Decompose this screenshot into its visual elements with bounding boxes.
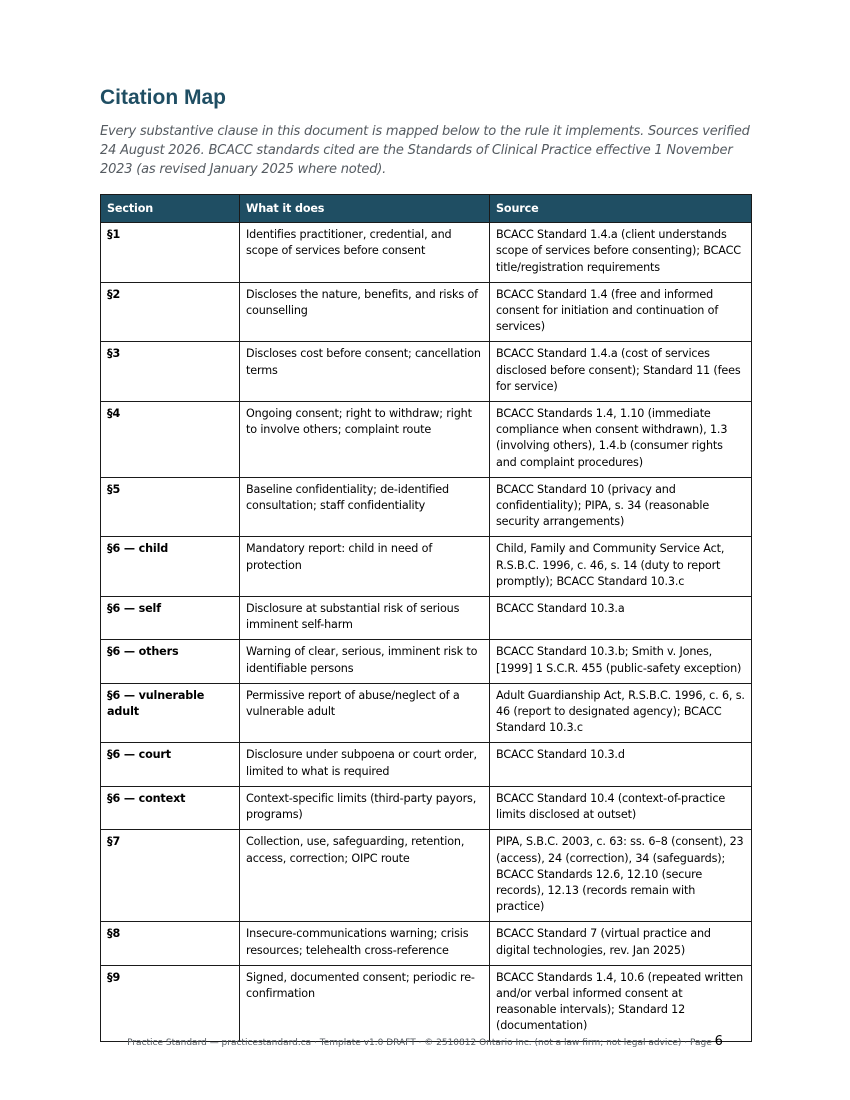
row-does: Ongoing consent; right to withdraw; right to involve others; complaint route [240, 402, 490, 478]
table-row [101, 965, 752, 1041]
row-source: BCACC Standard 1.4.a (client understands scope of services before consenting); BCACC title/registration requirements [490, 223, 752, 283]
table-row [101, 342, 752, 402]
table-row [101, 537, 752, 597]
table-row [101, 223, 752, 283]
row-section: §6 — court [101, 743, 240, 786]
row-source: BCACC Standard 1.4 (free and informed consent for initiation and continuation of services) [490, 282, 752, 342]
row-section: §9 [101, 965, 240, 1041]
row-does: Context-specific limits (third-party payors, programs) [240, 786, 490, 829]
row-source: BCACC Standard 1.4.a (cost of services disclosed before consent); Standard 11 (fees for service) [490, 342, 752, 402]
row-section: §5 [101, 477, 240, 537]
table-row [101, 640, 752, 683]
row-does: Signed, documented consent; periodic re-confirmation [240, 965, 490, 1041]
row-section: §8 [101, 922, 240, 965]
row-source: BCACC Standard 10.3.b; Smith v. Jones, [1999] 1 S.C.R. 455 (public-safety exception) [490, 640, 752, 683]
table-row [101, 743, 752, 786]
row-does: Mandatory report: child in need of protection [240, 537, 490, 597]
footer-text: Practice Standard — practicestandard.ca · Template v1.0 DRAFT · © 2510812 Ontario Inc. (not a law firm; not legal advice) · Page [127, 1038, 712, 1048]
table-row [101, 922, 752, 965]
row-source: BCACC Standard 7 (virtual practice and digital technologies, rev. Jan 2025) [490, 922, 752, 965]
citation-table [100, 194, 752, 1042]
row-source: BCACC Standards 1.4, 10.6 (repeated written and/or verbal informed consent at reasonable intervals); Standard 12 (documentation) [490, 965, 752, 1041]
row-section: §6 — child [101, 537, 240, 597]
table-row [101, 477, 752, 537]
table-row [101, 683, 752, 743]
row-source: Child, Family and Community Service Act, R.S.B.C. 1996, c. 46, s. 14 (duty to report promptly); BCACC Standard 10.3.c [490, 537, 752, 597]
row-section: §6 — self [101, 597, 240, 640]
row-section: §3 [101, 342, 240, 402]
row-section: §2 [101, 282, 240, 342]
intro-paragraph: Every substantive clause in this document is mapped below to the rule it implements. Sources verified 24 August 2026. BCACC standards cited are the Standards of Clinical Practice effective 1 November 2023 (as revised January 2025 where noted). [100, 124, 750, 177]
row-source: BCACC Standards 1.4, 1.10 (immediate compliance when consent withdrawn), 1.3 (involving others), 1.4.b (consumer rights and complaint procedures) [490, 402, 752, 478]
row-does: Disclosure at substantial risk of serious imminent self-harm [240, 597, 490, 640]
table-row [101, 282, 752, 342]
row-source: Adult Guardianship Act, R.S.B.C. 1996, c. 6, s. 46 (report to designated agency); BCACC Standard 10.3.c [490, 683, 752, 743]
table-row [101, 402, 752, 478]
row-source: PIPA, S.B.C. 2003, c. 63: ss. 6–8 (consent), 23 (access), 24 (correction), 34 (safeguards); BCACC Standards 12.6, 12.10 (secure records), 12.13 (records remain with practice) [490, 830, 752, 922]
row-section: §1 [101, 223, 240, 283]
row-does: Identifies practitioner, credential, and scope of services before consent [240, 223, 490, 283]
table-row [101, 597, 752, 640]
row-section: §6 — context [101, 786, 240, 829]
row-source: BCACC Standard 10 (privacy and confidentiality); PIPA, s. 34 (reasonable security arrangements) [490, 477, 752, 537]
header-what-it-does: What it does [240, 195, 490, 223]
row-source: BCACC Standard 10.3.a [490, 597, 752, 640]
row-does: Disclosure under subpoena or court order, limited to what is required [240, 743, 490, 786]
row-does: Insecure-communications warning; crisis resources; telehealth cross-reference [240, 922, 490, 965]
row-does: Permissive report of abuse/neglect of a vulnerable adult [240, 683, 490, 743]
row-source: BCACC Standard 10.3.d [490, 743, 752, 786]
page-content [100, 84, 751, 1042]
row-does: Discloses the nature, benefits, and risks of counselling [240, 282, 490, 342]
page-title: Citation Map [100, 86, 226, 109]
table-header-row [101, 195, 752, 223]
row-does: Collection, use, safeguarding, retention, access, correction; OIPC route [240, 830, 490, 922]
row-section: §7 [101, 830, 240, 922]
row-section: §6 — others [101, 640, 240, 683]
page-footer [0, 1034, 850, 1049]
row-does: Warning of clear, serious, imminent risk to identifiable persons [240, 640, 490, 683]
header-section: Section [101, 195, 240, 223]
header-source: Source [490, 195, 752, 223]
table-row [101, 830, 752, 922]
row-section: §4 [101, 402, 240, 478]
row-source: BCACC Standard 10.4 (context-of-practice limits disclosed at outset) [490, 786, 752, 829]
row-does: Discloses cost before consent; cancellation terms [240, 342, 490, 402]
row-does: Baseline confidentiality; de-identified consultation; staff confidentiality [240, 477, 490, 537]
page-number: 6 [714, 1034, 723, 1049]
row-section: §6 — vulnerable adult [101, 683, 240, 743]
table-row [101, 786, 752, 829]
